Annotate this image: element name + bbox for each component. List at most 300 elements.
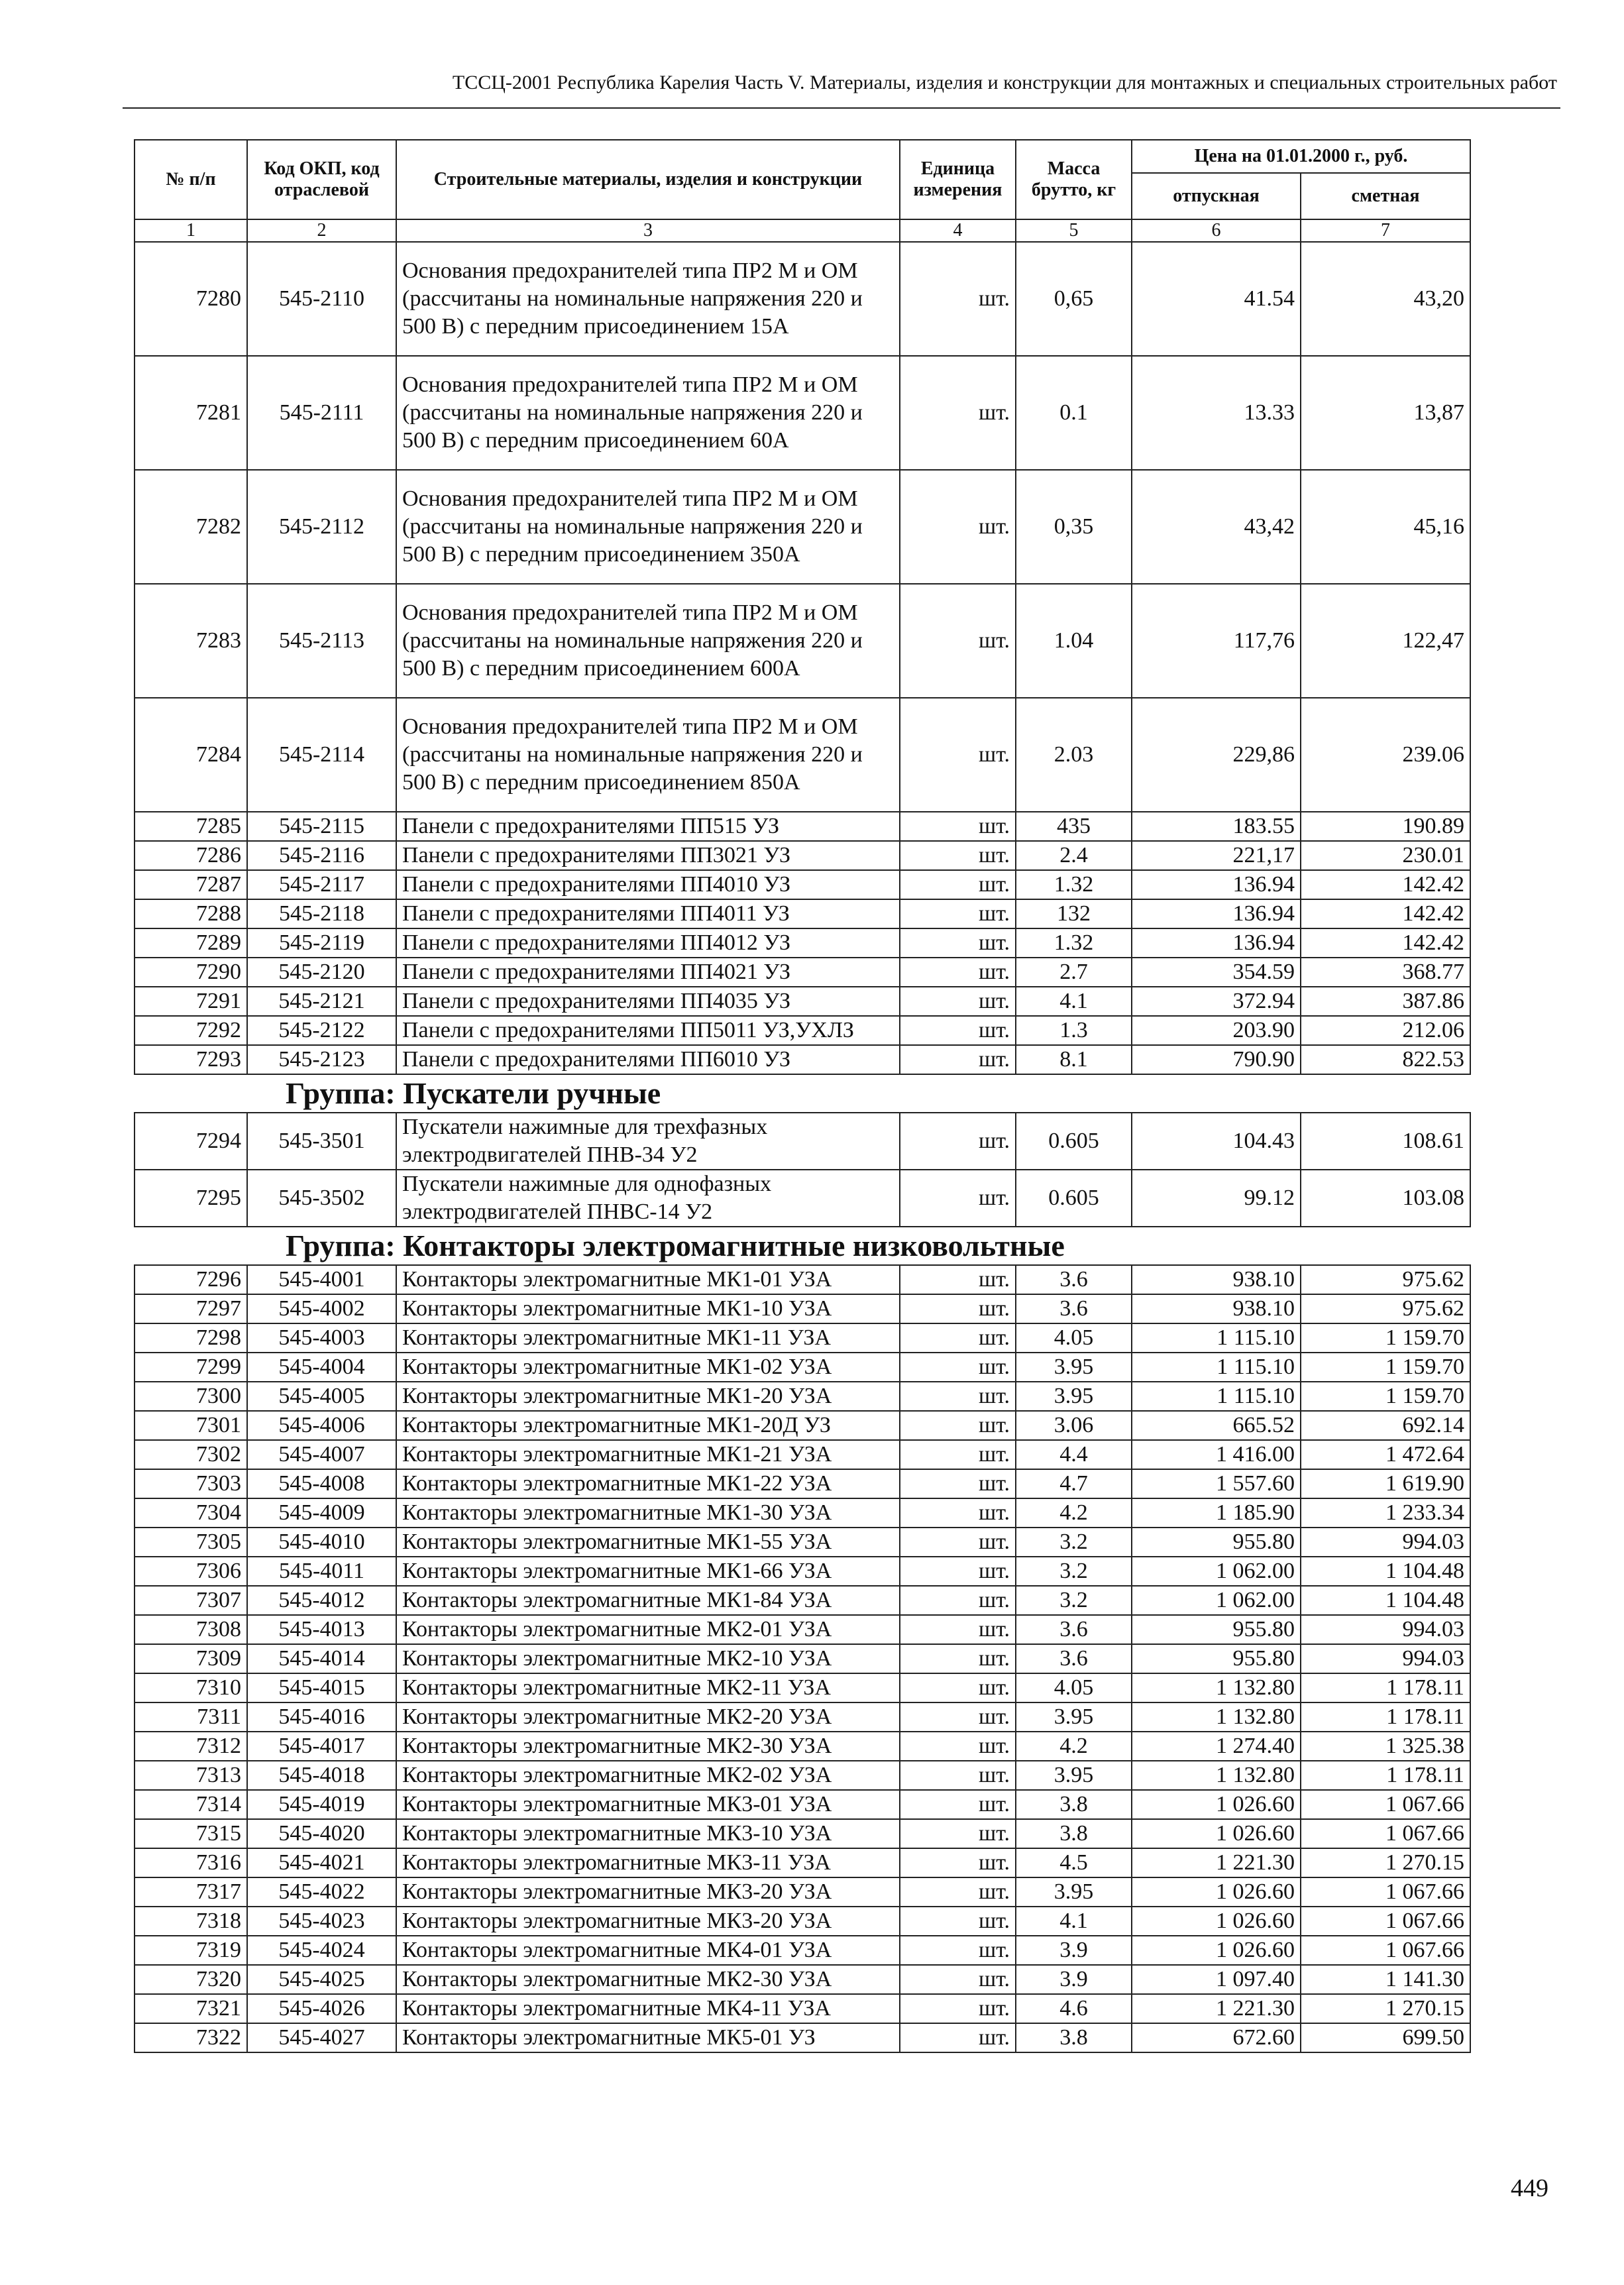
row-price-estimate: 1 104.48 bbox=[1301, 1586, 1470, 1615]
row-price-estimate: 1 472.64 bbox=[1301, 1440, 1470, 1469]
row-code: 545-4025 bbox=[247, 1965, 396, 1994]
row-name: Контакторы электромагнитные МК1-55 УЗА bbox=[396, 1528, 900, 1557]
row-price-estimate: 1 104.48 bbox=[1301, 1557, 1470, 1586]
table-row bbox=[135, 841, 1470, 870]
row-name: Пускатели нажимные для трехфазных электродвигателей ПНВ-34 У2 bbox=[396, 1113, 900, 1170]
group-row bbox=[135, 1227, 1470, 1265]
row-number: 7301 bbox=[135, 1411, 247, 1440]
table-row bbox=[135, 1170, 1470, 1227]
row-unit: шт. bbox=[900, 2023, 1016, 2052]
row-price-release: 955.80 bbox=[1132, 1528, 1301, 1557]
row-price-release: 1 115.10 bbox=[1132, 1382, 1301, 1411]
row-number: 7293 bbox=[135, 1045, 247, 1074]
table-row bbox=[135, 928, 1470, 958]
column-number: 2 bbox=[247, 219, 396, 242]
row-mass: 0,65 bbox=[1016, 242, 1132, 356]
row-code: 545-4017 bbox=[247, 1732, 396, 1761]
row-number: 7281 bbox=[135, 356, 247, 470]
row-name: Панели с предохранителями ПП6010 УЗ bbox=[396, 1045, 900, 1074]
row-mass: 1.3 bbox=[1016, 1016, 1132, 1045]
row-price-release: 1 132.80 bbox=[1132, 1673, 1301, 1702]
row-name: Основания предохранителей типа ПР2 М и ОМ (рассчитаны на номинальные напряжения 220 и 500 В) с передним присоединением 350А bbox=[396, 470, 900, 584]
row-price-release: 1 221.30 bbox=[1132, 1994, 1301, 2023]
table-row bbox=[135, 1790, 1470, 1819]
row-name: Контакторы электромагнитные МК4-01 УЗА bbox=[396, 1936, 900, 1965]
row-price-estimate: 142.42 bbox=[1301, 899, 1470, 928]
row-name: Контакторы электромагнитные МК1-20 УЗА bbox=[396, 1382, 900, 1411]
row-price-estimate: 1 270.15 bbox=[1301, 1994, 1470, 2023]
row-mass: 3.95 bbox=[1016, 1353, 1132, 1382]
row-mass: 0.1 bbox=[1016, 356, 1132, 470]
column-number: 3 bbox=[396, 219, 900, 242]
col-header-num: № п/п bbox=[135, 140, 247, 219]
row-unit: шт. bbox=[900, 1877, 1016, 1907]
row-number: 7313 bbox=[135, 1761, 247, 1790]
row-code: 545-4001 bbox=[247, 1265, 396, 1294]
table-row bbox=[135, 1294, 1470, 1323]
row-number: 7321 bbox=[135, 1994, 247, 2023]
row-mass: 8.1 bbox=[1016, 1045, 1132, 1074]
row-unit: шт. bbox=[900, 1557, 1016, 1586]
row-mass: 3.2 bbox=[1016, 1528, 1132, 1557]
row-price-estimate: 142.42 bbox=[1301, 928, 1470, 958]
row-unit: шт. bbox=[900, 870, 1016, 899]
table-row bbox=[135, 1848, 1470, 1877]
row-price-release: 1 557.60 bbox=[1132, 1469, 1301, 1498]
row-code: 545-4014 bbox=[247, 1644, 396, 1673]
row-code: 545-4002 bbox=[247, 1294, 396, 1323]
row-mass: 3.8 bbox=[1016, 1819, 1132, 1848]
page-number: 449 bbox=[1511, 2174, 1548, 2202]
row-mass: 3.95 bbox=[1016, 1382, 1132, 1411]
row-mass: 3.95 bbox=[1016, 1702, 1132, 1732]
row-price-estimate: 1 325.38 bbox=[1301, 1732, 1470, 1761]
row-mass: 3.9 bbox=[1016, 1965, 1132, 1994]
row-unit: шт. bbox=[900, 1382, 1016, 1411]
row-price-release: 136.94 bbox=[1132, 928, 1301, 958]
column-number: 6 bbox=[1132, 219, 1301, 242]
row-price-release: 1 115.10 bbox=[1132, 1323, 1301, 1353]
row-price-release: 99.12 bbox=[1132, 1170, 1301, 1227]
row-unit: шт. bbox=[900, 1323, 1016, 1353]
row-price-estimate: 1 233.34 bbox=[1301, 1498, 1470, 1528]
table-row bbox=[135, 1411, 1470, 1440]
row-price-release: 938.10 bbox=[1132, 1265, 1301, 1294]
row-code: 545-4016 bbox=[247, 1702, 396, 1732]
row-number: 7314 bbox=[135, 1790, 247, 1819]
row-code: 545-4009 bbox=[247, 1498, 396, 1528]
row-code: 545-2121 bbox=[247, 987, 396, 1016]
row-code: 545-2113 bbox=[247, 584, 396, 698]
row-code: 545-2114 bbox=[247, 698, 396, 812]
row-name: Контакторы электромагнитные МК1-01 УЗА bbox=[396, 1265, 900, 1294]
row-price-estimate: 230.01 bbox=[1301, 841, 1470, 870]
row-code: 545-4021 bbox=[247, 1848, 396, 1877]
row-price-release: 104.43 bbox=[1132, 1113, 1301, 1170]
table-row bbox=[135, 1936, 1470, 1965]
col-header-unit: Единица измерения bbox=[900, 140, 1016, 219]
row-mass: 2.4 bbox=[1016, 841, 1132, 870]
row-code: 545-4024 bbox=[247, 1936, 396, 1965]
table-row bbox=[135, 1045, 1470, 1074]
row-mass: 4.5 bbox=[1016, 1848, 1132, 1877]
row-price-release: 43,42 bbox=[1132, 470, 1301, 584]
table-row bbox=[135, 1761, 1470, 1790]
row-unit: шт. bbox=[900, 242, 1016, 356]
table-row bbox=[135, 584, 1470, 698]
row-name: Контакторы электромагнитные МК1-11 УЗА bbox=[396, 1323, 900, 1353]
row-price-estimate: 1 178.11 bbox=[1301, 1702, 1470, 1732]
row-unit: шт. bbox=[900, 928, 1016, 958]
row-mass: 4.1 bbox=[1016, 1907, 1132, 1936]
row-price-release: 665.52 bbox=[1132, 1411, 1301, 1440]
row-number: 7292 bbox=[135, 1016, 247, 1045]
row-number: 7285 bbox=[135, 812, 247, 841]
row-mass: 4.6 bbox=[1016, 1994, 1132, 2023]
row-name: Панели с предохранителями ПП4011 УЗ bbox=[396, 899, 900, 928]
col-header-name: Строительные материалы, изделия и конструкции bbox=[396, 140, 900, 219]
row-name: Контакторы электромагнитные МК3-20 УЗА bbox=[396, 1907, 900, 1936]
row-price-estimate: 1 159.70 bbox=[1301, 1382, 1470, 1411]
row-name: Пускатели нажимные для однофазных электродвигателей ПНВС-14 У2 bbox=[396, 1170, 900, 1227]
row-number: 7295 bbox=[135, 1170, 247, 1227]
row-code: 545-4010 bbox=[247, 1528, 396, 1557]
row-number: 7282 bbox=[135, 470, 247, 584]
row-unit: шт. bbox=[900, 1294, 1016, 1323]
row-mass: 3.9 bbox=[1016, 1936, 1132, 1965]
row-name: Контакторы электромагнитные МК3-10 УЗА bbox=[396, 1819, 900, 1848]
row-name: Контакторы электромагнитные МК1-10 УЗА bbox=[396, 1294, 900, 1323]
row-code: 545-2119 bbox=[247, 928, 396, 958]
column-number: 5 bbox=[1016, 219, 1132, 242]
row-price-estimate: 1 067.66 bbox=[1301, 1819, 1470, 1848]
row-number: 7317 bbox=[135, 1877, 247, 1907]
column-number: 7 bbox=[1301, 219, 1470, 242]
table-row bbox=[135, 899, 1470, 928]
row-price-estimate: 103.08 bbox=[1301, 1170, 1470, 1227]
group-row bbox=[135, 1074, 1470, 1113]
row-code: 545-4018 bbox=[247, 1761, 396, 1790]
table-row bbox=[135, 1907, 1470, 1936]
row-number: 7302 bbox=[135, 1440, 247, 1469]
row-price-release: 1 026.60 bbox=[1132, 1819, 1301, 1848]
row-number: 7322 bbox=[135, 2023, 247, 2052]
column-number-row bbox=[135, 219, 1470, 242]
row-price-estimate: 1 067.66 bbox=[1301, 1877, 1470, 1907]
table-row bbox=[135, 1615, 1470, 1644]
row-name: Панели с предохранителями ПП515 УЗ bbox=[396, 812, 900, 841]
row-mass: 3.06 bbox=[1016, 1411, 1132, 1440]
table-row bbox=[135, 987, 1470, 1016]
row-price-estimate: 1 141.30 bbox=[1301, 1965, 1470, 1994]
running-header: ТССЦ-2001 Республика Карелия Часть V. Материалы, изделия и конструкции для монтажных и специальных строительных работ bbox=[452, 72, 1557, 93]
row-unit: шт. bbox=[900, 899, 1016, 928]
row-name: Контакторы электромагнитные МК3-20 УЗА bbox=[396, 1877, 900, 1907]
row-price-estimate: 368.77 bbox=[1301, 958, 1470, 987]
row-name: Контакторы электромагнитные МК1-02 УЗА bbox=[396, 1353, 900, 1382]
row-price-estimate: 142.42 bbox=[1301, 870, 1470, 899]
row-name: Контакторы электромагнитные МК1-30 УЗА bbox=[396, 1498, 900, 1528]
row-code: 545-4020 bbox=[247, 1819, 396, 1848]
row-price-release: 229,86 bbox=[1132, 698, 1301, 812]
row-code: 545-4005 bbox=[247, 1382, 396, 1411]
header-rule bbox=[123, 107, 1560, 109]
row-number: 7316 bbox=[135, 1848, 247, 1877]
table-row bbox=[135, 242, 1470, 356]
column-number: 1 bbox=[135, 219, 247, 242]
table-row bbox=[135, 1440, 1470, 1469]
row-name: Панели с предохранителями ПП3021 УЗ bbox=[396, 841, 900, 870]
row-price-release: 136.94 bbox=[1132, 899, 1301, 928]
row-code: 545-4027 bbox=[247, 2023, 396, 2052]
row-number: 7290 bbox=[135, 958, 247, 987]
row-mass: 3.2 bbox=[1016, 1557, 1132, 1586]
row-unit: шт. bbox=[900, 1702, 1016, 1732]
row-name: Контакторы электромагнитные МК5-01 УЗ bbox=[396, 2023, 900, 2052]
row-name: Панели с предохранителями ПП4010 УЗ bbox=[396, 870, 900, 899]
row-name: Панели с предохранителями ПП4021 УЗ bbox=[396, 958, 900, 987]
table-row bbox=[135, 1819, 1470, 1848]
row-number: 7280 bbox=[135, 242, 247, 356]
row-code: 545-4026 bbox=[247, 1994, 396, 2023]
row-price-estimate: 45,16 bbox=[1301, 470, 1470, 584]
row-name: Контакторы электромагнитные МК4-11 УЗА bbox=[396, 1994, 900, 2023]
row-number: 7311 bbox=[135, 1702, 247, 1732]
row-number: 7303 bbox=[135, 1469, 247, 1498]
row-price-release: 372.94 bbox=[1132, 987, 1301, 1016]
row-code: 545-4012 bbox=[247, 1586, 396, 1615]
row-price-estimate: 699.50 bbox=[1301, 2023, 1470, 2052]
table-row bbox=[135, 470, 1470, 584]
price-table bbox=[134, 139, 1471, 2053]
row-unit: шт. bbox=[900, 698, 1016, 812]
row-unit: шт. bbox=[900, 1265, 1016, 1294]
row-name: Основания предохранителей типа ПР2 М и ОМ (рассчитаны на номинальные напряжения 220 и 500 В) с передним присоединением 850А bbox=[396, 698, 900, 812]
row-code: 545-4004 bbox=[247, 1353, 396, 1382]
row-mass: 3.8 bbox=[1016, 2023, 1132, 2052]
row-number: 7320 bbox=[135, 1965, 247, 1994]
row-mass: 1.32 bbox=[1016, 870, 1132, 899]
row-unit: шт. bbox=[900, 1994, 1016, 2023]
row-price-release: 136.94 bbox=[1132, 870, 1301, 899]
row-code: 545-2118 bbox=[247, 899, 396, 928]
col-header-price: Цена на 01.01.2000 г., руб. bbox=[1132, 140, 1470, 173]
table-row bbox=[135, 958, 1470, 987]
row-number: 7298 bbox=[135, 1323, 247, 1353]
row-price-estimate: 212.06 bbox=[1301, 1016, 1470, 1045]
row-price-estimate: 1 159.70 bbox=[1301, 1353, 1470, 1382]
table-row bbox=[135, 1586, 1470, 1615]
table-row bbox=[135, 812, 1470, 841]
table-row bbox=[135, 1994, 1470, 2023]
row-price-estimate: 1 067.66 bbox=[1301, 1907, 1470, 1936]
row-code: 545-2117 bbox=[247, 870, 396, 899]
group-heading-starters: Группа: Пускатели ручные bbox=[286, 1076, 661, 1110]
row-number: 7289 bbox=[135, 928, 247, 958]
row-name: Основания предохранителей типа ПР2 М и ОМ (рассчитаны на номинальные напряжения 220 и 500 В) с передним присоединением 600А bbox=[396, 584, 900, 698]
row-name: Контакторы электромагнитные МК1-66 УЗА bbox=[396, 1557, 900, 1586]
row-price-estimate: 108.61 bbox=[1301, 1113, 1470, 1170]
row-number: 7308 bbox=[135, 1615, 247, 1644]
row-price-estimate: 822.53 bbox=[1301, 1045, 1470, 1074]
row-number: 7296 bbox=[135, 1265, 247, 1294]
row-price-estimate: 1 178.11 bbox=[1301, 1761, 1470, 1790]
row-code: 545-2116 bbox=[247, 841, 396, 870]
row-mass: 3.8 bbox=[1016, 1790, 1132, 1819]
row-mass: 435 bbox=[1016, 812, 1132, 841]
table-row bbox=[135, 1732, 1470, 1761]
row-name: Контакторы электромагнитные МК2-10 УЗА bbox=[396, 1644, 900, 1673]
row-mass: 1.32 bbox=[1016, 928, 1132, 958]
table-row bbox=[135, 1353, 1470, 1382]
table-row bbox=[135, 1673, 1470, 1702]
row-mass: 4.7 bbox=[1016, 1469, 1132, 1498]
row-code: 545-2112 bbox=[247, 470, 396, 584]
row-code: 545-4003 bbox=[247, 1323, 396, 1353]
row-number: 7291 bbox=[135, 987, 247, 1016]
row-price-release: 203.90 bbox=[1132, 1016, 1301, 1045]
row-number: 7287 bbox=[135, 870, 247, 899]
row-name: Контакторы электромагнитные МК3-01 УЗА bbox=[396, 1790, 900, 1819]
row-price-release: 1 026.60 bbox=[1132, 1907, 1301, 1936]
row-name: Контакторы электромагнитные МК2-20 УЗА bbox=[396, 1702, 900, 1732]
table-row bbox=[135, 1644, 1470, 1673]
row-unit: шт. bbox=[900, 987, 1016, 1016]
row-code: 545-2123 bbox=[247, 1045, 396, 1074]
row-code: 545-4022 bbox=[247, 1877, 396, 1907]
row-name: Основания предохранителей типа ПР2 М и ОМ (рассчитаны на номинальные напряжения 220 и 500 В) с передним присоединением 60А bbox=[396, 356, 900, 470]
row-number: 7304 bbox=[135, 1498, 247, 1528]
row-mass: 4.4 bbox=[1016, 1440, 1132, 1469]
row-price-release: 1 026.60 bbox=[1132, 1936, 1301, 1965]
table-row bbox=[135, 1382, 1470, 1411]
row-name: Панели с предохранителями ПП4035 УЗ bbox=[396, 987, 900, 1016]
row-mass: 1.04 bbox=[1016, 584, 1132, 698]
row-price-estimate: 975.62 bbox=[1301, 1265, 1470, 1294]
row-unit: шт. bbox=[900, 841, 1016, 870]
row-price-release: 1 221.30 bbox=[1132, 1848, 1301, 1877]
row-unit: шт. bbox=[900, 470, 1016, 584]
row-name: Контакторы электромагнитные МК1-21 УЗА bbox=[396, 1440, 900, 1469]
row-unit: шт. bbox=[900, 1673, 1016, 1702]
row-price-estimate: 994.03 bbox=[1301, 1644, 1470, 1673]
row-number: 7286 bbox=[135, 841, 247, 870]
row-price-release: 1 026.60 bbox=[1132, 1790, 1301, 1819]
row-mass: 0.605 bbox=[1016, 1113, 1132, 1170]
row-name: Основания предохранителей типа ПР2 М и ОМ (рассчитаны на номинальные напряжения 220 и 500 В) с передним присоединением 15А bbox=[396, 242, 900, 356]
row-name: Контакторы электромагнитные МК1-84 УЗА bbox=[396, 1586, 900, 1615]
table-row bbox=[135, 356, 1470, 470]
col-header-mass: Масса брутто, кг bbox=[1016, 140, 1132, 219]
table-row bbox=[135, 1702, 1470, 1732]
row-name: Панели с предохранителями ПП4012 УЗ bbox=[396, 928, 900, 958]
row-name: Панели с предохранителями ПП5011 УЗ,УХЛЗ bbox=[396, 1016, 900, 1045]
row-mass: 132 bbox=[1016, 899, 1132, 928]
row-number: 7284 bbox=[135, 698, 247, 812]
table-row bbox=[135, 698, 1470, 812]
row-unit: шт. bbox=[900, 1790, 1016, 1819]
row-name: Контакторы электромагнитные МК1-22 УЗА bbox=[396, 1469, 900, 1498]
row-code: 545-2122 bbox=[247, 1016, 396, 1045]
row-unit: шт. bbox=[900, 1761, 1016, 1790]
row-mass: 4.05 bbox=[1016, 1323, 1132, 1353]
row-number: 7305 bbox=[135, 1528, 247, 1557]
row-code: 545-4013 bbox=[247, 1615, 396, 1644]
row-unit: шт. bbox=[900, 1644, 1016, 1673]
row-number: 7310 bbox=[135, 1673, 247, 1702]
row-price-estimate: 239.06 bbox=[1301, 698, 1470, 812]
row-mass: 3.6 bbox=[1016, 1294, 1132, 1323]
row-price-estimate: 1 178.11 bbox=[1301, 1673, 1470, 1702]
table-row bbox=[135, 1016, 1470, 1045]
col-header-code: Код ОКП, код отраслевой bbox=[247, 140, 396, 219]
row-price-estimate: 994.03 bbox=[1301, 1528, 1470, 1557]
row-number: 7288 bbox=[135, 899, 247, 928]
row-number: 7307 bbox=[135, 1586, 247, 1615]
row-price-estimate: 1 159.70 bbox=[1301, 1323, 1470, 1353]
row-price-estimate: 994.03 bbox=[1301, 1615, 1470, 1644]
row-number: 7312 bbox=[135, 1732, 247, 1761]
row-code: 545-4011 bbox=[247, 1557, 396, 1586]
row-unit: шт. bbox=[900, 1469, 1016, 1498]
row-unit: шт. bbox=[900, 356, 1016, 470]
row-price-estimate: 692.14 bbox=[1301, 1411, 1470, 1440]
row-price-release: 1 026.60 bbox=[1132, 1877, 1301, 1907]
row-price-release: 1 115.10 bbox=[1132, 1353, 1301, 1382]
row-unit: шт. bbox=[900, 958, 1016, 987]
column-number: 4 bbox=[900, 219, 1016, 242]
row-name: Контакторы электромагнитные МК3-11 УЗА bbox=[396, 1848, 900, 1877]
row-name: Контакторы электромагнитные МК2-01 УЗА bbox=[396, 1615, 900, 1644]
row-unit: шт. bbox=[900, 584, 1016, 698]
row-price-release: 938.10 bbox=[1132, 1294, 1301, 1323]
row-unit: шт. bbox=[900, 1353, 1016, 1382]
row-unit: шт. bbox=[900, 1113, 1016, 1170]
row-price-estimate: 1 619.90 bbox=[1301, 1469, 1470, 1498]
row-name: Контакторы электромагнитные МК2-11 УЗА bbox=[396, 1673, 900, 1702]
row-number: 7294 bbox=[135, 1113, 247, 1170]
row-unit: шт. bbox=[900, 1498, 1016, 1528]
row-unit: шт. bbox=[900, 1411, 1016, 1440]
table-row bbox=[135, 1498, 1470, 1528]
row-price-estimate: 1 067.66 bbox=[1301, 1790, 1470, 1819]
row-code: 545-4007 bbox=[247, 1440, 396, 1469]
row-unit: шт. bbox=[900, 1016, 1016, 1045]
row-unit: шт. bbox=[900, 1936, 1016, 1965]
row-number: 7299 bbox=[135, 1353, 247, 1382]
row-code: 545-2115 bbox=[247, 812, 396, 841]
row-price-release: 1 185.90 bbox=[1132, 1498, 1301, 1528]
row-price-estimate: 975.62 bbox=[1301, 1294, 1470, 1323]
row-mass: 3.95 bbox=[1016, 1877, 1132, 1907]
row-mass: 4.05 bbox=[1016, 1673, 1132, 1702]
table-row bbox=[135, 1265, 1470, 1294]
row-code: 545-3502 bbox=[247, 1170, 396, 1227]
row-price-estimate: 1 067.66 bbox=[1301, 1936, 1470, 1965]
table-row bbox=[135, 1469, 1470, 1498]
row-mass: 3.95 bbox=[1016, 1761, 1132, 1790]
row-price-release: 1 416.00 bbox=[1132, 1440, 1301, 1469]
row-code: 545-4023 bbox=[247, 1907, 396, 1936]
row-number: 7283 bbox=[135, 584, 247, 698]
row-unit: шт. bbox=[900, 1586, 1016, 1615]
col-header-price-estimate: сметная bbox=[1301, 173, 1470, 219]
row-mass: 4.1 bbox=[1016, 987, 1132, 1016]
row-mass: 2.7 bbox=[1016, 958, 1132, 987]
row-unit: шт. bbox=[900, 1848, 1016, 1877]
row-number: 7315 bbox=[135, 1819, 247, 1848]
table-row bbox=[135, 1965, 1470, 1994]
